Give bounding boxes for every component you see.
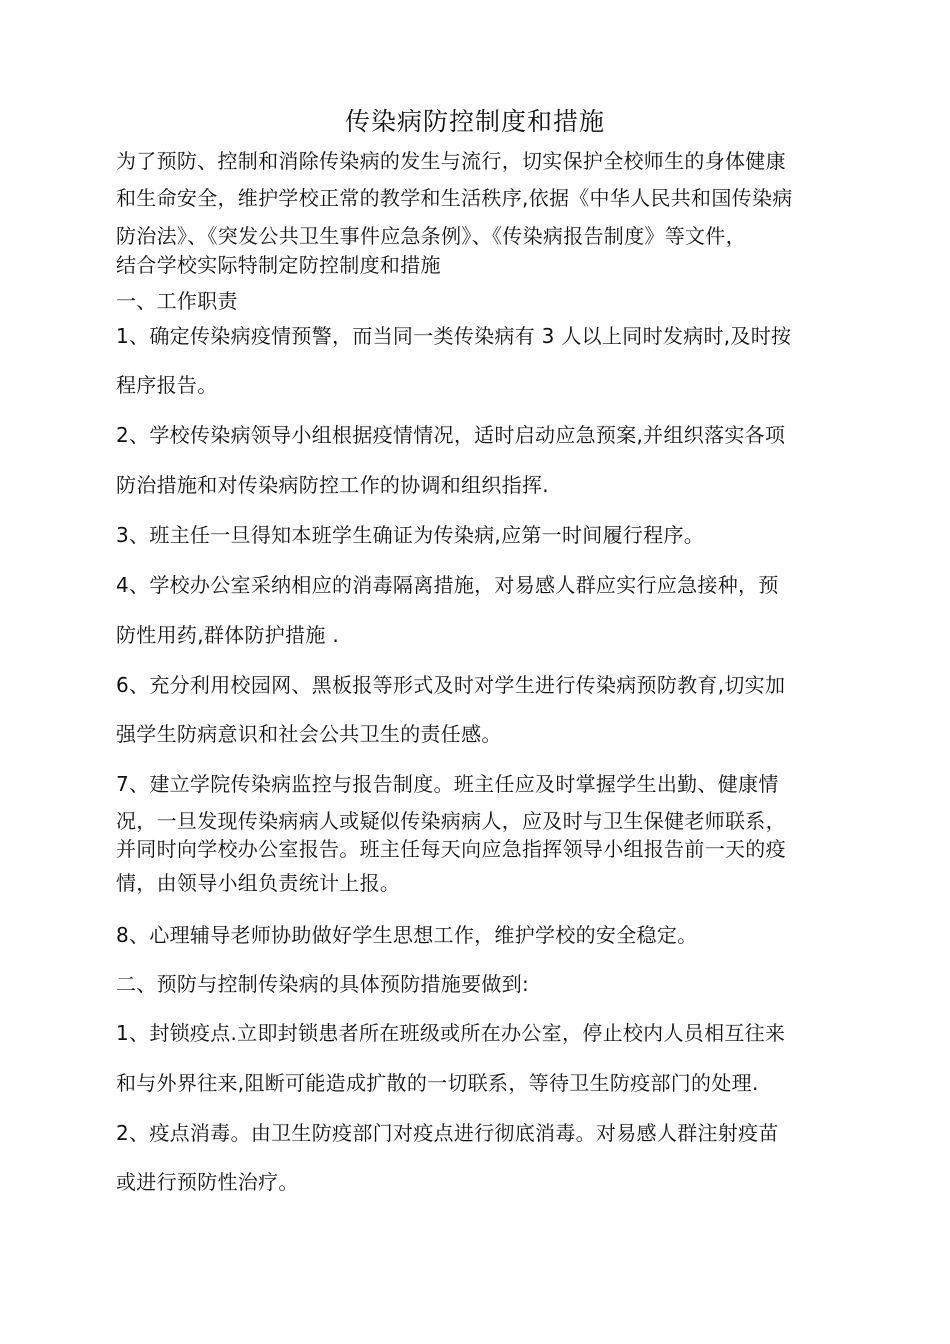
body-line: 防治措施和对传染病防控工作的协调和组织指挥.: [116, 473, 549, 497]
body-line: 1、确定传染病疫情预警，而当同一类传染病有 3 人以上同时发病时,及时按: [116, 324, 792, 348]
section-heading: 一、工作职责: [116, 289, 238, 313]
body-line: 2、学校传染病领导小组根据疫情情况，适时启动应急预案,并组织落实各项: [116, 423, 786, 447]
body-line: 7、建立学院传染病监控与报告制度。班主任应及时掌握学生出勤、健康情: [116, 772, 779, 796]
document-title: 传染病防控制度和措施: [344, 107, 605, 136]
body-line: 情，由领导小组负责统计上报。: [116, 871, 401, 895]
body-line: 和与外界往来,阻断可能造成扩散的一切联系，等待卫生防疫部门的处理.: [116, 1071, 759, 1095]
body-line: 为了预防、控制和消除传染病的发生与流行，切实保护全校师生的身体健康: [116, 149, 786, 173]
body-line: 况，一旦发现传染病病人或疑似传染病病人，应及时与卫生保健老师联系，: [116, 809, 786, 833]
body-line: 1、封锁疫点.立即封锁患者所在班级或所在办公室，停止校内人员相互往来: [116, 1021, 786, 1045]
body-line: 结合学校实际特制定防控制度和措施: [116, 253, 441, 277]
body-line: 8、心理辅导老师协助做好学生思想工作，维护学校的安全稳定。: [116, 923, 698, 947]
body-line: 防治法》、《突发公共卫生事件应急条例》、《传染病报告制度》等文件，: [116, 224, 746, 248]
body-line: 防性用药,群体防护措施 .: [116, 623, 339, 647]
body-line: 程序报告。: [116, 373, 218, 397]
body-line: 和生命安全，维护学校正常的教学和生活秩序,依据《中华人民共和国传染病: [116, 186, 793, 210]
body-line: 6、充分利用校园网、黑板报等形式及时对学生进行传染病预防教育,切实加: [116, 673, 786, 697]
body-line: 或进行预防性治疗。: [116, 1170, 299, 1194]
body-line: 强学生防病意识和社会公共卫生的责任感。: [116, 722, 502, 746]
body-line: 3、班主任一旦得知本班学生确证为传染病,应第一时间履行程序。: [116, 523, 705, 547]
body-line: 并同时向学校办公室报告。班主任每天向应急指挥领导小组报告前一天的疫: [116, 837, 786, 861]
section-heading: 二、预防与控制传染病的具体预防措施要做到:: [116, 972, 530, 996]
body-line: 4、学校办公室采纳相应的消毒隔离措施，对易感人群应实行应急接种，预: [116, 573, 779, 597]
body-line: 2、疫点消毒。由卫生防疫部门对疫点进行彻底消毒。对易感人群注射疫苗: [116, 1121, 779, 1145]
